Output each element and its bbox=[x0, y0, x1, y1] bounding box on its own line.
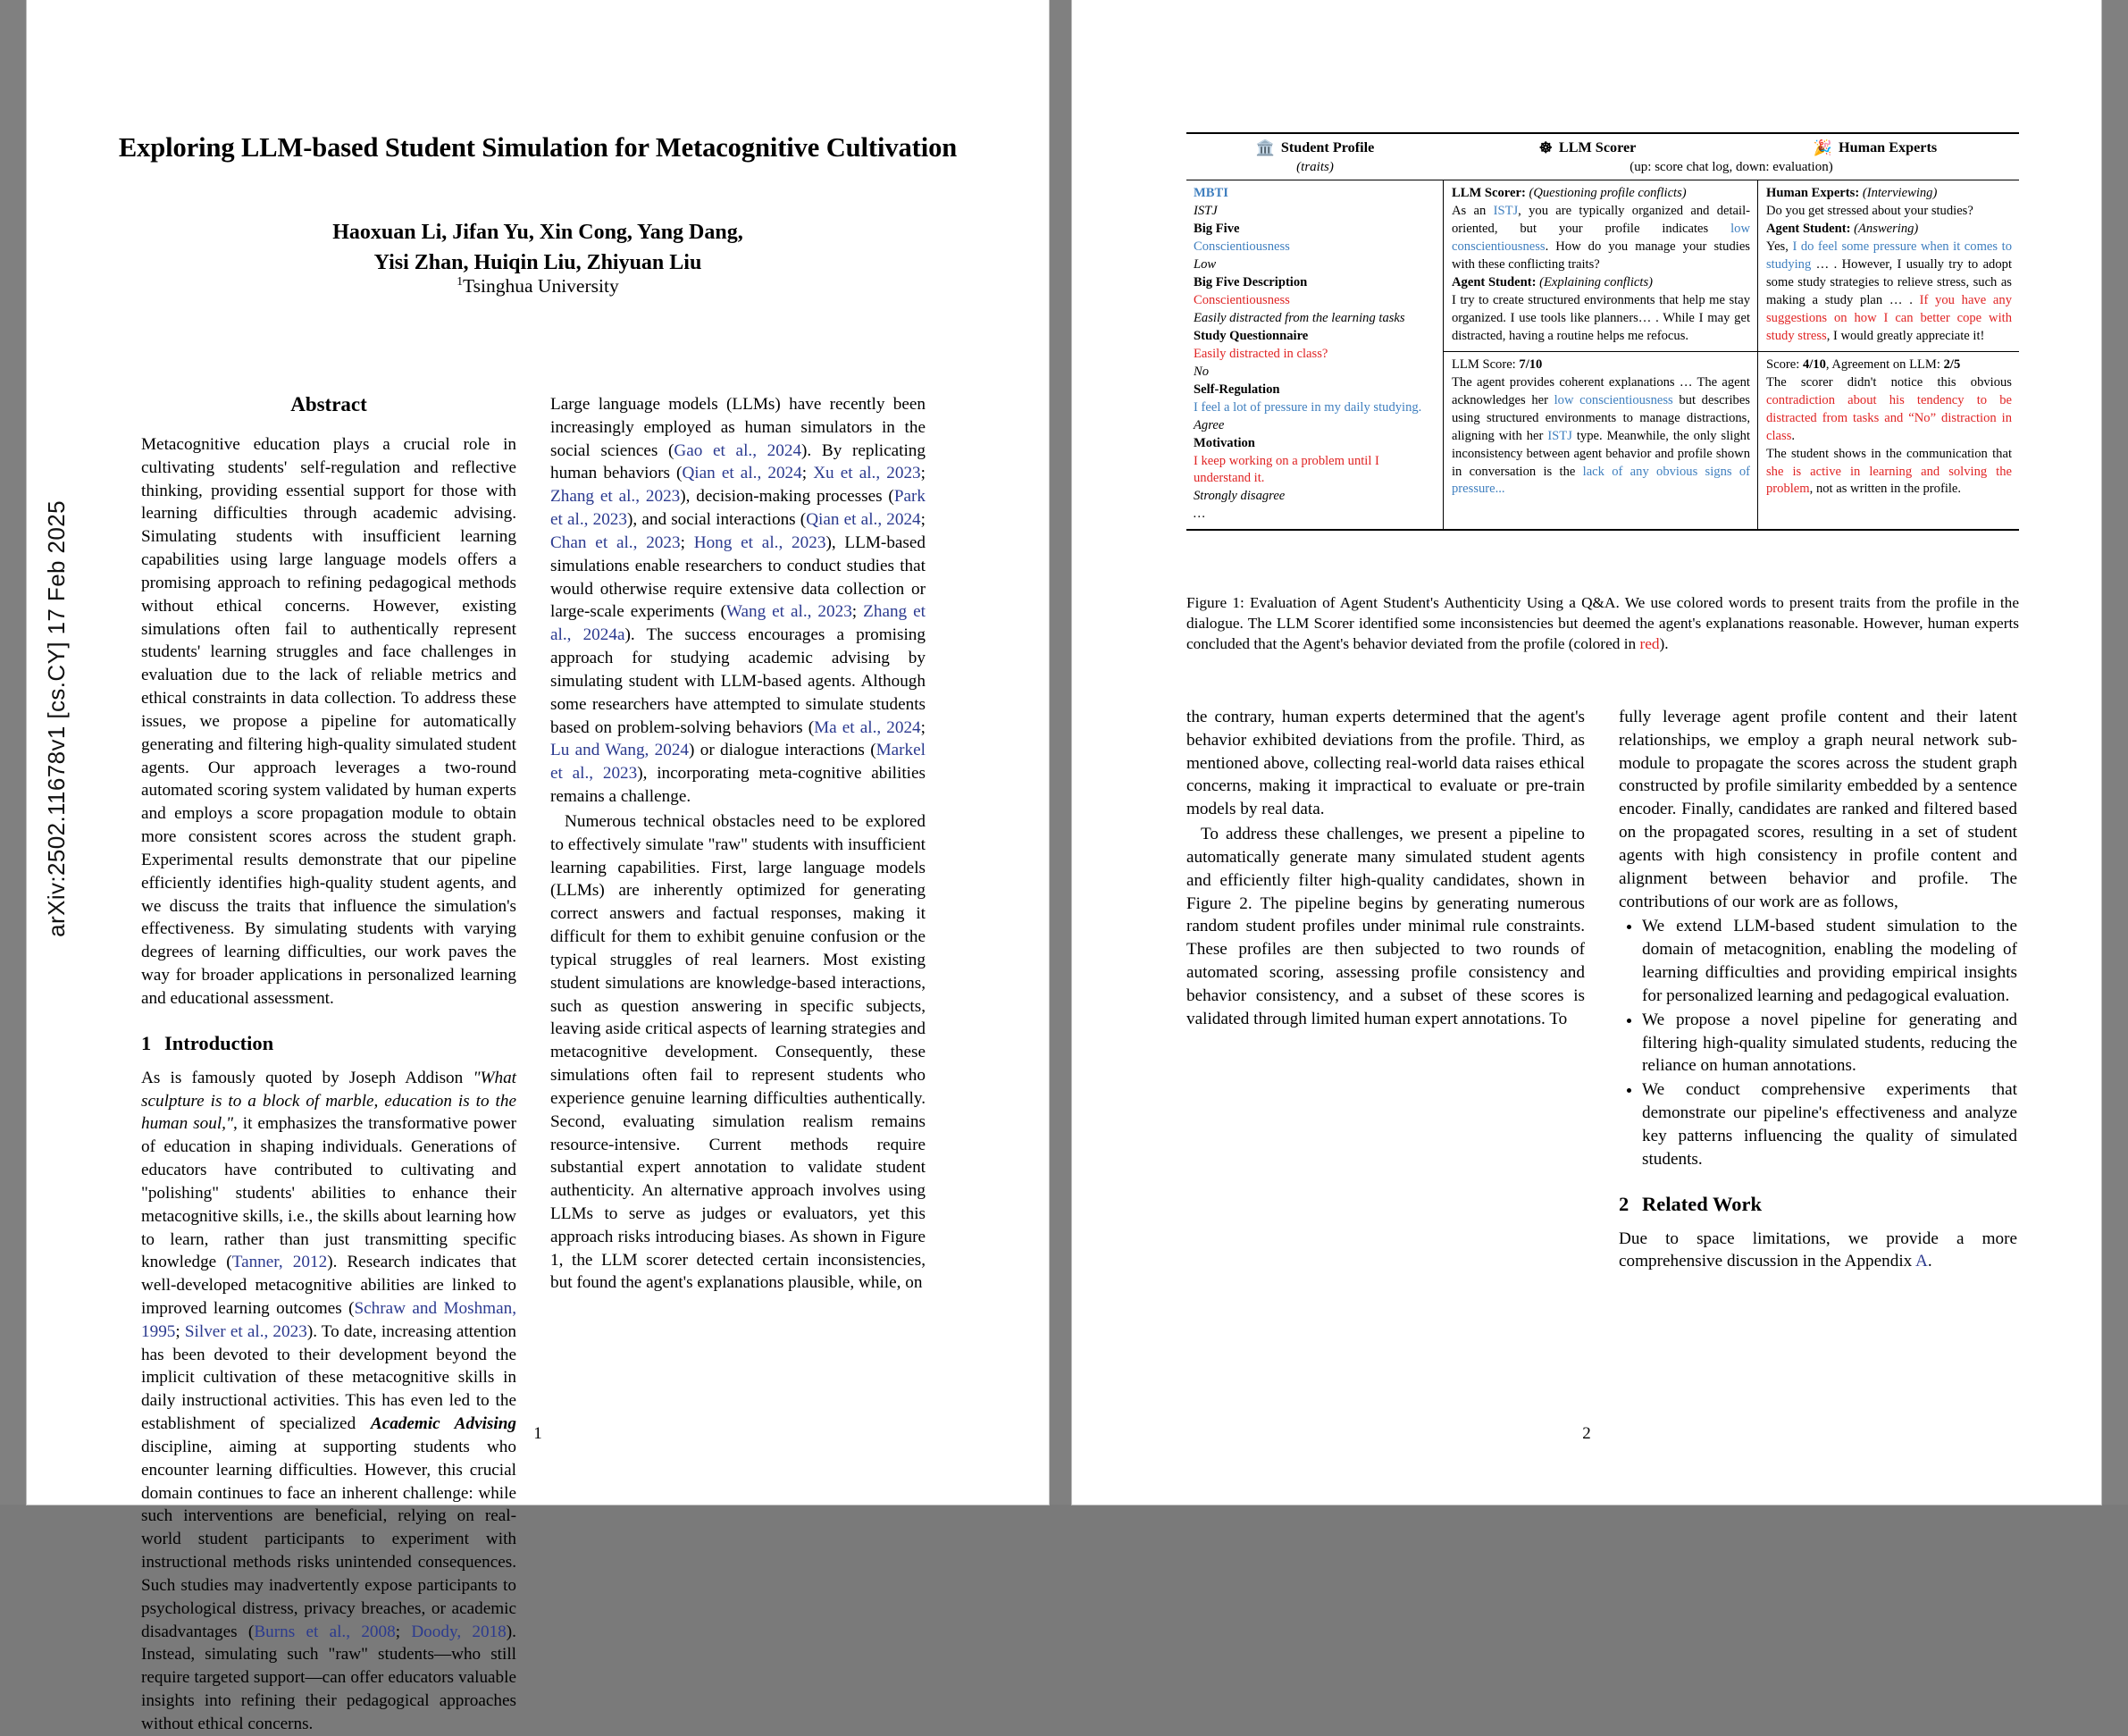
llm-scorer-column bbox=[1444, 180, 1758, 530]
author-line-2: Yisi Zhan, Huiqin Liu, Zhiyuan Liu bbox=[373, 251, 702, 275]
expert-note-2: The student shows in the communication that she is active in learning and solving the problem, not as written in the profile. bbox=[1766, 446, 2012, 497]
citation-link[interactable]: Qian et al., 2024 bbox=[806, 510, 921, 530]
figure-1-header-row bbox=[1186, 134, 2019, 180]
profile-line: MBTI bbox=[1194, 185, 1228, 200]
profile-line: I keep working on a problem until I understand it. bbox=[1194, 453, 1379, 486]
citation-link[interactable]: Ma et al., 2024 bbox=[814, 717, 921, 737]
profile-line: Study Questionnaire bbox=[1194, 328, 1309, 343]
contribution-item: • We extend LLM-based student simulation to the domain of metacognition, enabling the modeling of learning difficulties and providing empirical insights for personalized learning and pedagogical evaluation. bbox=[1642, 915, 2017, 1007]
scorer-mode: (Questioning profile conflicts) bbox=[1529, 185, 1687, 200]
scorer-question: As an ISTJ, you are typically organized and detail-oriented, but your profile indicates low conscientiousness. How do you manage your studies with these conflicting traits? bbox=[1452, 203, 1750, 272]
citation-link[interactable]: Schraw and Moshman, 1995 bbox=[141, 1298, 516, 1341]
human-experts-evaluation bbox=[1758, 351, 2019, 505]
human-experts-chat bbox=[1758, 180, 2019, 351]
col1-subtitle: (traits) bbox=[1296, 160, 1334, 175]
agent-answer: I try to create structured environments that help me stay organized. I use tools like planners… . While I may get distracted, having a routine helps me refocus. bbox=[1452, 292, 1750, 343]
page2-column-left bbox=[1186, 706, 1585, 1273]
right-subtitle: (up: score chat log, down: evaluation) bbox=[1630, 160, 1833, 175]
agent-answer-2: Yes, I do feel some pressure when it comes to studying … . However, I usually try to adopt some study strategies to relieve stress, such as making a study plan … . If you have any suggestions on how I can better cope with study stress, I would greatly appreciate it! bbox=[1766, 239, 2012, 343]
intro-paragraph-1: As is famously quoted by Joseph Addison "What sculpture is to a block of marble, education is to the human soul,", it emphasizes the transformative power of education in shaping individuals. Generations of educators have contributed to cultivating and "polishing" students' abilities to enhance their metacognitive skills, i.e., the skills about learning how to learn, rather than just transmitting specific knowledge (Tanner, 2012). Research indicates that well-developed metacognitive abilities are linked to improved learning outcomes (Schraw and Moshman, 1995; Silver et al., 2023). To date, increasing attention has been devoted to their development beyond the implicit cultivation of these metacognitive skills in daily instructional activities. This has even led to the establishment of specialized Academic Advising discipline, aiming at supporting students who encounter learning difficulties. However, this crucial domain continues to face an inherent challenge: while such interventions are beneficial, relying on real-world student participants to experiment with instructional methods risks unintended consequences. Such studies may inadvertently expose participants to psychological distress, privacy breaches, or academic disadvantages (Burns et al., 2008; Doody, 2018). Instead, simulating such "raw" students—who still require targeted support—can offer educators valuable insights into refining their pedagogical approaches without ethical concerns. bbox=[141, 1068, 516, 1733]
affiliation: $^1$Tsinghua University bbox=[457, 273, 619, 297]
author-line-1: Haoxuan Li, Jifan Yu, Xin Cong, Yang Dang, bbox=[332, 221, 743, 244]
section-heading-related-work bbox=[1619, 1193, 2017, 1216]
section-number: 1 bbox=[141, 1031, 152, 1054]
figure-1-body bbox=[1186, 180, 2019, 530]
col1-title: Student Profile bbox=[1280, 139, 1375, 155]
citation-link[interactable]: Doody, 2018 bbox=[411, 1622, 507, 1641]
citation-link[interactable]: Lu and Wang, 2024 bbox=[550, 741, 690, 760]
citation-link[interactable]: Hong et al., 2023 bbox=[693, 533, 826, 552]
figure-1-caption: Figure 1: Evaluation of Agent Student's Authenticity Using a Q&A. We use colored words to present traits from the profile in the dialogue. The LLM Scorer identified some inconsistencies but deemed the agent's explanations reasonable. However, human experts concluded that the Agent's behavior deviated from the profile (colored in red). bbox=[1186, 594, 2019, 652]
abstract-text: Metacognitive education plays a crucial role in cultivating students' self-regulation and reflective thinking, providing essential support for those with learning difficulties through academic advising. Simulating students with insufficient learning capabilities using large language models offers a promising approach to refining pedagogical methods without ethical concerns. However, existing simulations often fail to authentically represent students' learning struggles and face challenges in evaluation due to the lack of reliable metrics and ethical constraints in data collection. To address these issues, we propose a pipeline for automatically generating and filtering high-quality simulated student agents. Our approach leverages a two-round automated scoring system validated by human experts and employs a score propagation module to obtain more consistent scores across the student graph. Experimental results demonstrate that our pipeline efficiently identifies high-quality student agents, and we discuss the traits that influence the simulation's effectiveness. By simulating students with varying degrees of learning difficulties, our work paves the way for broader applications in personalized learning and educational assessment. bbox=[141, 435, 516, 1008]
page-1 bbox=[27, 0, 1049, 1733]
agent-mode-2: (Answering) bbox=[1854, 221, 1919, 236]
experts-speaker: Human Experts: bbox=[1766, 185, 1860, 200]
intro-paragraph-3-part: Numerous technical obstacles need to be explored to effectively simulate "raw" students with insufficient learning capabilities. First, large language models (LLMs) are inherently optimized for generating correct answers and factual responses, making it difficult for them to exhibit genuine confusion or the typical struggles of real learners. Most existing student simulations are knowledge-based interactions, such as question answering in specific subjects, leaving aside critical aspects of learning strategies and metacognitive development. Consequently, these simulations often fail to represent students who experience genuine learning difficulties authentically. Second, evaluating simulation realism remains resource-intensive. Current methods require substantial expert annotation to validate student authenticity. An alternative approach involves using LLMs to serve as judges or evaluators, yet this approach risks introducing biases. As shown in Figure 1, the LLM scorer detected certain inconsistencies, but found the agent's explanations plausible, while, on bbox=[550, 811, 926, 1293]
student-profile-column bbox=[1186, 180, 1444, 530]
llm-scorer-chat bbox=[1444, 180, 1757, 351]
profile-line: Big Five bbox=[1194, 221, 1240, 236]
profile-line: I feel a lot of pressure in my daily studying. bbox=[1194, 399, 1422, 415]
col3-title: Human Experts bbox=[1838, 139, 1938, 155]
intro-paragraph-4-cont: fully leverage agent profile content and their latent relationships, we employ a graph neural network sub-module to propagate the scores across the student graph constructed by profile similarity embedded by a sentence encoder. Finally, candidates are ranked and filtered based on the propagated scores, resulting in a set of student agents with high consistency in profile content and alignment between behavior and profile. The contributions of our work are as follows, bbox=[1619, 708, 2017, 911]
profile-line: Conscientiousness bbox=[1194, 292, 1290, 307]
profile-line: ISTJ bbox=[1194, 203, 1218, 218]
section-heading-introduction bbox=[141, 1032, 516, 1055]
agreement-value: 2/5 bbox=[1943, 356, 1961, 372]
figure-1-table bbox=[1186, 132, 2019, 531]
author-list bbox=[27, 217, 1049, 278]
human-experts-column bbox=[1758, 180, 2019, 530]
section-title-2: Related Work bbox=[1642, 1192, 1762, 1215]
llm-score-rationale: The agent provides coherent explanations … The agent acknowledges her low conscientiousness but describes using structured environments to manage distractions, aligning with her ISTJ type. Meanwhile, the only slight inconsistency between agent behavior and profile shown in conversation is the lack of any obvious signs of pressure... bbox=[1452, 374, 1750, 497]
intro-paragraph-2: Large language models (LLMs) have recently been increasingly employed as human simulators in the social sciences (Gao et al., 2024). By replicating human behaviors (Qian et al., 2024; Xu et al., 2023; Zhang et al., 2023), decision-making processes (Park et al., 2023), and social interactions (Qian et al., 2024; Chan et al., 2023; Hong et al., 2023), LLM-based simulations enable researchers to conduct studies that would otherwise require extensive data collection or large-scale experiments (Wang et al., 2023; Zhang et al., 2024a). The success encourages a promising approach for studying academic advising by simulating student with LLM-based agents. Although some researchers have attempted to simulate students based on problem-solving behaviors (Ma et al., 2024; Lu and Wang, 2024) or dialogue interactions (Markel et al., 2023), incorporating meta-cognitive abilities remains a challenge. bbox=[550, 395, 926, 807]
expert-score-line: Score: 4/10, Agreement on LLM: 2/5 bbox=[1766, 356, 1961, 372]
llm-scorer-evaluation bbox=[1444, 351, 1757, 505]
human-experts-icon: 🎉 bbox=[1813, 138, 1832, 156]
citation-link[interactable]: Park et al., 2023 bbox=[550, 487, 926, 530]
llm-score-label: LLM Score: bbox=[1452, 356, 1520, 372]
llm-scorer-icon: ☸ bbox=[1538, 138, 1553, 156]
col2-title: LLM Scorer bbox=[1558, 139, 1637, 155]
related-work-paragraph: Due to space limitations, we provide a more comprehensive discussion in the Appendix A. bbox=[1619, 1229, 2017, 1271]
profile-line: Self-Regulation bbox=[1194, 382, 1280, 397]
page-number-2: 2 bbox=[1582, 1424, 1591, 1443]
affiliation-marker: 1 bbox=[457, 273, 464, 288]
intro-paragraph-3-cont: the contrary, human experts determined that the agent's behavior exhibited deviations from the profile. Third, as mentioned above, collecting real-world data raises ethical concerns, making it impractical to evaluate or pre-train models by real data. bbox=[1186, 708, 1585, 819]
agent-mode: (Explaining conflicts) bbox=[1539, 274, 1653, 289]
citation-link[interactable]: Burns et al., 2008 bbox=[254, 1622, 396, 1641]
citation-link[interactable]: Markel et al., 2023 bbox=[550, 741, 926, 784]
appendix-link[interactable]: A bbox=[1915, 1252, 1928, 1271]
page-title: Exploring LLM-based Student Simulation for Metacognitive Cultivation bbox=[118, 132, 958, 163]
page-2-columns bbox=[1186, 706, 2024, 1273]
page-1-columns bbox=[141, 393, 926, 1736]
profile-line: Conscientiousness bbox=[1194, 239, 1290, 254]
citation-link[interactable]: Zhang et al., 2023 bbox=[550, 487, 681, 507]
citation-link[interactable]: Tanner, 2012 bbox=[231, 1253, 328, 1272]
column-left bbox=[141, 393, 516, 1736]
student-profile-icon: 🏛️ bbox=[1255, 138, 1275, 156]
profile-line: Motivation bbox=[1194, 435, 1255, 450]
profile-line: No bbox=[1194, 364, 1210, 379]
section-number-2: 2 bbox=[1619, 1192, 1630, 1215]
profile-line: Strongly disagree bbox=[1194, 489, 1286, 504]
page-2 bbox=[1072, 0, 2101, 1505]
column-right bbox=[550, 393, 926, 1736]
profile-line: Agree bbox=[1194, 417, 1225, 432]
profile-line: Big Five Description bbox=[1194, 274, 1308, 289]
contribution-item: • We conduct comprehensive experiments that demonstrate our pipeline's effectiveness and analyze key patterns influencing the quality of simulated students. bbox=[1642, 1078, 2017, 1170]
experts-question: Do you get stressed about your studies? bbox=[1766, 203, 1973, 218]
profile-line: … bbox=[1194, 507, 1205, 522]
citation-link[interactable]: Chan et al., 2023 bbox=[550, 533, 681, 552]
agent-speaker: Agent Student: bbox=[1452, 274, 1537, 289]
intro-paragraph-4-part: To address these challenges, we present a pipeline to automatically generate many simulated student agents and efficiently filter high-quality candidates, shown in Figure 2. The pipeline begins by generating numerous random student profiles under minimal rule constraints. These profiles are then subjected to two rounds of automated scoring, assessing profile consistency and behavior consistency, and a subset of these scores is validated through limited human expert annotations. To bbox=[1186, 825, 1585, 1028]
profile-line: Easily distracted in class? bbox=[1194, 346, 1328, 361]
citation-link[interactable]: Qian et al., 2024 bbox=[682, 464, 802, 483]
profile-line: Easily distracted from the learning tasks bbox=[1194, 310, 1405, 325]
page-number: 1 bbox=[533, 1424, 542, 1443]
citation-link[interactable]: Gao et al., 2024 bbox=[674, 440, 802, 460]
scorer-speaker: LLM Scorer: bbox=[1452, 185, 1526, 200]
expert-note-1: The scorer didn't notice this obvious contradiction about his tendency to be distracted from tasks and “No” distraction in class. bbox=[1766, 374, 2012, 443]
agent-speaker-2: Agent Student: bbox=[1766, 221, 1851, 236]
llm-score-value: 7/10 bbox=[1519, 356, 1543, 372]
arxiv-stamp: arXiv:2502.11678v1 [cs.CY] 17 Feb 2025 bbox=[43, 500, 70, 937]
experts-mode: (Interviewing) bbox=[1862, 185, 1938, 200]
page2-column-right bbox=[1619, 706, 2017, 1273]
figure-1-col1-header bbox=[1186, 138, 1444, 177]
citation-link[interactable]: Xu et al., 2023 bbox=[813, 464, 921, 483]
profile-line: Low bbox=[1194, 256, 1217, 272]
citation-link[interactable]: Silver et al., 2023 bbox=[184, 1321, 307, 1341]
contributions-list bbox=[1619, 915, 2017, 1170]
citation-link[interactable]: Wang et al., 2023 bbox=[725, 602, 852, 622]
contribution-item: • We propose a novel pipeline for generating and filtering high-quality simulated students, reducing the reliance on human annotations. bbox=[1642, 1009, 2017, 1078]
citation-link[interactable]: Zhang et al., 2024a bbox=[550, 602, 926, 645]
section-title: Introduction bbox=[164, 1031, 274, 1054]
figure-1-right-header bbox=[1444, 138, 2019, 177]
expert-score-value: 4/10 bbox=[1802, 356, 1826, 372]
abstract-heading: Abstract bbox=[290, 393, 367, 415]
